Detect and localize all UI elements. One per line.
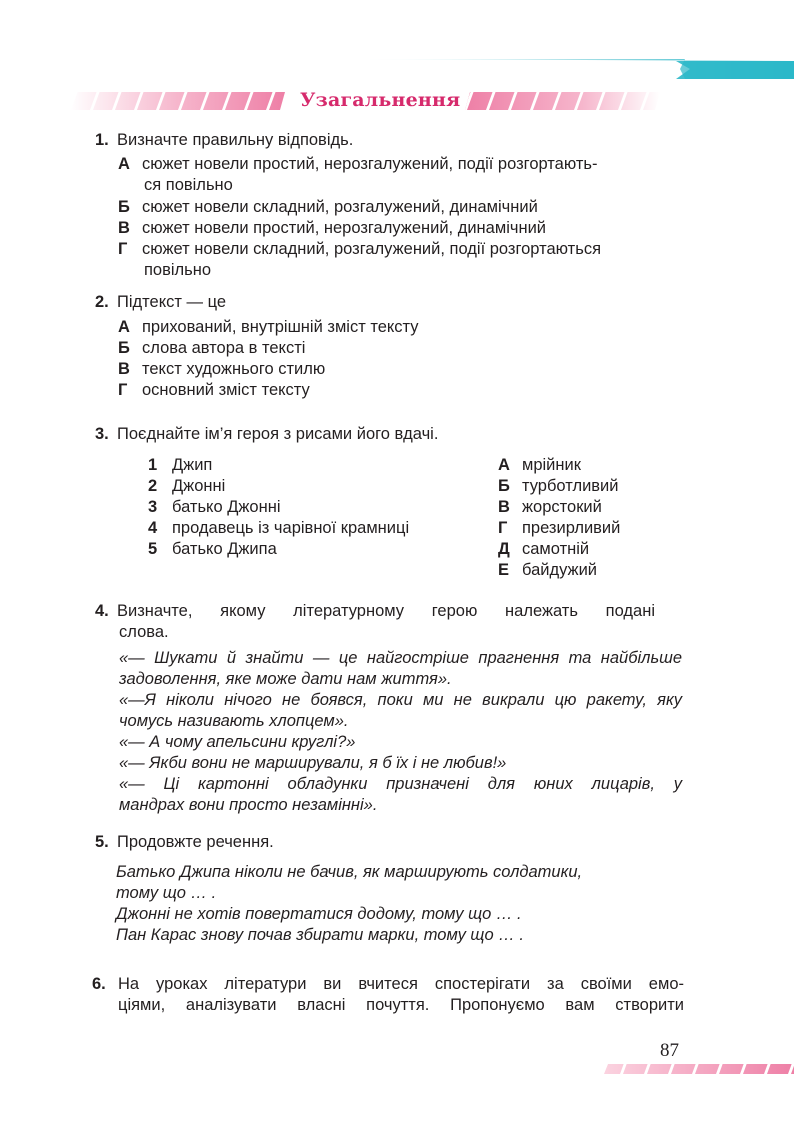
trait-letter: Г	[498, 519, 508, 537]
question-text: На уроках літератури ви вчитеся спостерігати за своїми емо-	[118, 975, 684, 993]
option-letter: В	[118, 219, 130, 237]
question-number: 2.	[95, 293, 109, 311]
heroes-list	[148, 455, 409, 560]
trait-text: жорстокий	[522, 498, 602, 516]
hero-name: Джип	[172, 456, 213, 474]
trait-item	[498, 560, 620, 581]
option-letter: А	[118, 318, 130, 336]
quote-line: «— Ці картонні обладунки призначені для юних лицарів, у	[119, 775, 682, 793]
question-prompt: Продовжте речення.	[117, 833, 274, 851]
teal-arrow	[676, 61, 794, 79]
trait-letter: Б	[498, 477, 510, 495]
question-number: 6.	[92, 975, 106, 993]
option-text-cont: ся повільно	[144, 176, 233, 194]
footer-decoration	[600, 1063, 794, 1075]
question-number: 4.	[95, 602, 109, 620]
trait-item	[498, 539, 620, 560]
hero-number: 1	[148, 456, 158, 474]
trait-text: мрійник	[522, 456, 581, 474]
hero-name: Джонні	[172, 477, 226, 495]
question-2	[95, 292, 226, 313]
option-letter: Б	[118, 198, 130, 216]
option-text: слова автора в тексті	[142, 339, 306, 357]
hero-name: продавець із чарівної крамниці	[172, 519, 410, 537]
option	[118, 239, 601, 281]
question-prompt-cont: слова.	[119, 623, 169, 641]
trait-item	[498, 518, 620, 539]
trait-letter: А	[498, 456, 510, 474]
trait-letter: В	[498, 498, 510, 516]
trait-text: турботливий	[522, 477, 619, 495]
hero-name: батько Джипа	[172, 540, 277, 558]
question-prompt: Підтекст — це	[117, 293, 227, 311]
question-4	[95, 601, 655, 643]
option	[118, 380, 310, 401]
question-6	[92, 974, 684, 1016]
hero-item	[148, 518, 409, 539]
quote-line: «— Шукати й знайти — це найгостріше прагнення та найбільше	[119, 649, 682, 667]
trait-text: байдужий	[522, 561, 597, 579]
option	[118, 154, 598, 196]
question-number: 3.	[95, 425, 109, 443]
option-text: прихований, внутрішній зміст тексту	[142, 318, 419, 336]
hero-item	[148, 455, 409, 476]
quote-line: «— А чому апельсини круглі?»	[119, 733, 356, 751]
option-letter: Г	[118, 240, 128, 258]
sentence-line: Пан Карас знову почав збирати марки, тому що … .	[116, 926, 524, 944]
question-text-cont: ціями, аналізувати власні почуття. Пропонуємо вам створити	[118, 996, 684, 1014]
quote-line: «— Якби вони не марширували, я б їх і не любив!»	[119, 754, 507, 772]
question-3	[95, 424, 438, 445]
option-text: текст художнього стилю	[142, 360, 326, 378]
sentence-line: тому що … .	[116, 884, 217, 902]
hero-number: 3	[148, 498, 158, 516]
question-prompt: Визначте, якому літературному герою належать подані	[117, 602, 655, 620]
question-number: 1.	[95, 131, 109, 149]
option-letter: Б	[118, 339, 130, 357]
hero-item	[148, 497, 409, 518]
hero-item	[148, 539, 409, 560]
question-number: 5.	[95, 833, 109, 851]
trait-item	[498, 476, 620, 497]
option-text-cont: повільно	[144, 261, 212, 279]
option-text: основний зміст тексту	[142, 381, 310, 399]
hero-name: батько Джонні	[172, 498, 281, 516]
question-prompt: Визначте правильну відповідь.	[117, 131, 354, 149]
sentences-block	[116, 862, 582, 946]
trait-item	[498, 497, 620, 518]
quote-line: мандрах вони просто незамінні».	[119, 796, 378, 814]
option-text: сюжет новели простий, нерозгалужений, події розгортають-	[142, 155, 598, 173]
sentence-line: Батько Джипа ніколи не бачив, як марширують солдатики,	[116, 863, 583, 881]
option	[118, 359, 325, 380]
question-prompt: Поєднайте ім’я героя з рисами його вдачі.	[117, 425, 439, 443]
question-5	[95, 832, 274, 853]
trait-text: презирливий	[522, 519, 621, 537]
option	[118, 317, 419, 338]
trait-text: самотній	[522, 540, 590, 558]
page-number: 87	[660, 1040, 679, 1061]
trait-letter: Е	[498, 561, 510, 579]
sentence-line: Джонні не хотів повертатися додому, тому що … .	[116, 905, 522, 923]
option-text: сюжет новели простий, нерозгалужений, динамічний	[142, 219, 547, 237]
option-text: сюжет новели складний, розгалужений, події розгортаються	[142, 240, 602, 258]
hero-item	[148, 476, 409, 497]
traits-list	[498, 455, 620, 581]
option-letter: А	[118, 155, 130, 173]
option-letter: Г	[118, 381, 128, 399]
trait-item	[498, 455, 620, 476]
hero-number: 5	[148, 540, 158, 558]
option-text: сюжет новели складний, розгалужений, динамічний	[142, 198, 538, 216]
hero-number: 4	[148, 519, 158, 537]
quote-line: чомусь називають хлопцем».	[119, 712, 349, 730]
trait-letter: Д	[498, 540, 510, 558]
option	[118, 218, 546, 239]
option-letter: В	[118, 360, 130, 378]
question-1	[95, 130, 353, 151]
option	[118, 197, 538, 218]
option	[118, 338, 305, 359]
quote-line: «—Я ніколи нічого не боявся, поки ми не викрали цю ракету, яку	[119, 691, 682, 709]
section-heading: Узагальнення	[300, 89, 461, 111]
quotes-block	[119, 648, 682, 816]
hero-number: 2	[148, 477, 158, 495]
quote-line: задоволення, яке може дати нам життя».	[119, 670, 452, 688]
